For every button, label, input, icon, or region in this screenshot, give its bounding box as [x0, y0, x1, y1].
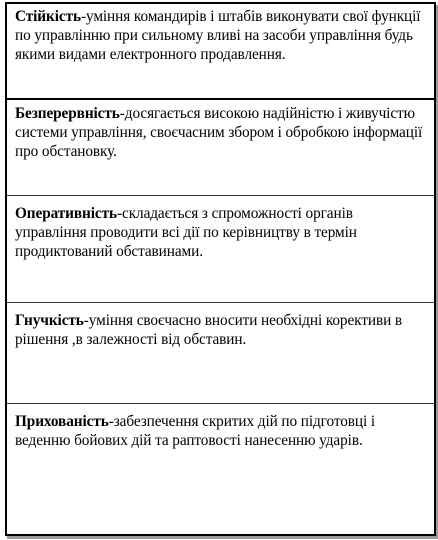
definition-term: Оперативність [15, 205, 118, 222]
definition-term: Стійкість [15, 8, 81, 25]
definition-text: -уміння своєчасно вносити необхідні корективи в рішення ,в залежності від обставин. [15, 312, 403, 348]
definition-term: Безперервність [15, 105, 120, 122]
definition-term: Гнучкість [15, 312, 84, 329]
definition-block-hnuchkist [7, 302, 434, 403]
definition-block-bezperervnist [7, 98, 434, 195]
definition-text: -забезпечення скритих дій по підготовці і веденню бойових дій та раптовості нанесенню ударів. [15, 413, 375, 449]
definition-term: Прихованість [15, 413, 109, 430]
definition-text: -уміння командирів і штабів виконувати свої функції по управлінню при сильному вливі на засоби управління будь якими видами електронного продавлення. [15, 8, 421, 63]
definition-text: -досягається високою надійністю і живучістю системи управління, своєчасним збором і обробкою інформації про обстановку. [15, 105, 423, 160]
definition-block-operatyvnist [7, 195, 434, 302]
definitions-frame [5, 2, 436, 536]
definition-text: -складається з спроможності органів управління проводити всі дії по керівництву в термін продиктований обставинами. [15, 205, 357, 260]
definition-block-stiikist [7, 4, 434, 98]
definition-block-prykhovanist [7, 403, 434, 534]
